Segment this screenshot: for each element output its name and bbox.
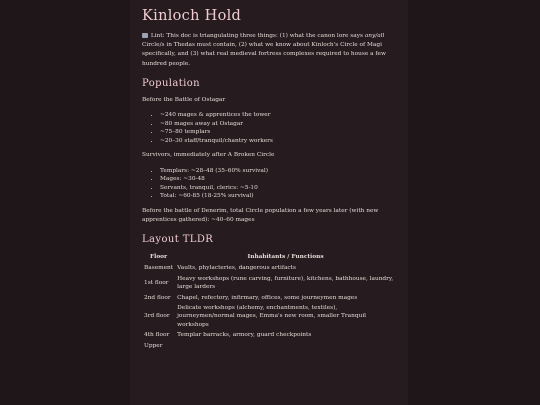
list-item: • Templars: ~28–48 (35–60% survival) [160,167,396,176]
document-content [130,0,408,351]
table-row [142,341,396,351]
layout-table [142,252,396,351]
population-heading: Population [142,77,201,89]
robot-icon [142,33,148,38]
table-row [142,330,396,340]
document-page [130,0,408,405]
intro-paragraph [142,32,396,69]
table-row [142,293,396,303]
floor-cell: Upper [144,342,163,349]
functions-column-header: Inhabitants / Functions [247,254,324,261]
functions-cell: Chapel, refectory, infirmary, offices, some journeymen mages [177,294,358,301]
table-header-row [142,252,396,263]
intro-emphasis: any/all [364,33,385,39]
before-label: Before the Battle of Ostagar [142,96,226,103]
intro-suffix: Circle/s in Thedas must contain, (2) what we know about Kinloch's Circle of Magi specifically, and (3) what real medieval fortress complexes required to house a few hundred people. [142,42,386,67]
table-row [142,303,396,330]
before-list [142,111,396,145]
floor-cell: Basement [144,265,174,272]
floor-cell: 4th floor [144,332,170,339]
functions-cell: Delicate workshops (alchemy, enchantments, textiles), journeymen/normal mages, Emma's new room, smaller Tranquil workshops [177,305,367,328]
floor-column-header: Floor [150,254,168,261]
floor-cell: 2nd floor [144,294,171,301]
functions-cell: Vaults, phylacteries, dangerous artifacts [177,265,296,272]
after-label: Survivors, immediately after A Broken Circle [142,152,275,159]
denerim-note: Before the battle of Denerim, total Circle population a few years later (with new apprentices gathered): ~40–60 mages [142,207,379,224]
layout-heading: Layout TLDR [142,234,214,246]
table-row [142,274,396,293]
list-item: • ~240 mages & apprentices the tower [160,111,396,120]
functions-cell [175,341,396,351]
list-item: • Servants, tranquil, clerics: ~5-10 [160,184,396,193]
functions-cell: Heavy workshops (rune carving, furniture), kitchens, bathhouse, laundry, large larders [177,275,394,291]
list-item: • ~80 mages away at Ostagar [160,120,396,129]
floor-cell: 3rd floor [144,313,170,320]
functions-cell: Templar barracks, armory, guard checkpoints [177,332,312,339]
intro-prefix: Lint: This doc is triangulating three things: (1) what the canon lore says [150,33,365,39]
page-title: Kinloch Hold [142,8,242,24]
list-item: • ~20–30 staff/tranquil/chantry workers [160,137,396,146]
list-item: • Total: ~60-85 (18-25% survival) [160,192,396,201]
after-list [142,167,396,201]
list-item: • ~75–80 templars [160,128,396,137]
list-item: • Mages: ~30-48 [160,175,396,184]
table-row [142,263,396,273]
floor-cell: 1st floor [144,279,169,286]
